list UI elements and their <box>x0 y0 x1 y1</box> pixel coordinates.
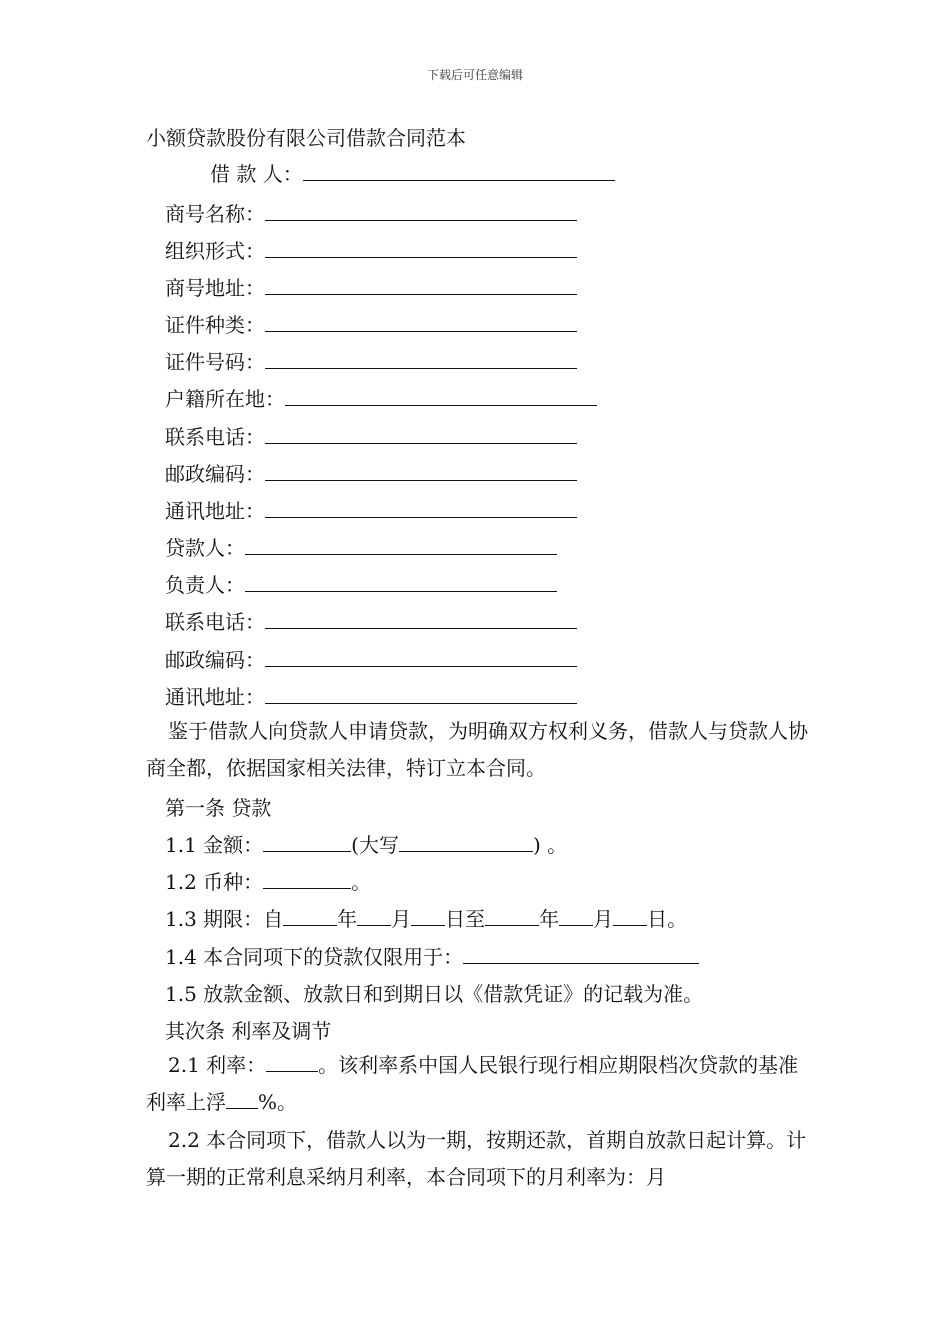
clause-text: 年 <box>337 907 358 931</box>
field-blank[interactable] <box>265 421 577 444</box>
field-row <box>165 198 577 227</box>
field-row <box>165 606 577 635</box>
field-row <box>165 309 577 338</box>
field-row <box>165 235 577 264</box>
field-row <box>165 644 577 673</box>
field-blank[interactable] <box>265 606 577 629</box>
field-row <box>165 272 577 301</box>
field-blank[interactable] <box>265 235 577 258</box>
field-label: 证件种类： <box>165 313 265 337</box>
field-blank[interactable] <box>265 644 577 667</box>
household-row <box>165 383 597 412</box>
household-label: 户籍所在地： <box>165 387 285 411</box>
article2-heading: 其次条 利率及调节 <box>165 1019 332 1043</box>
clause-2-1 <box>146 1047 816 1121</box>
field-label: 组织形式： <box>165 239 265 263</box>
borrower-label: 借 款 人： <box>210 162 303 186</box>
end-day-blank[interactable] <box>613 905 647 926</box>
clause-text: 1.3 期限：自 <box>165 907 284 931</box>
start-month-blank[interactable] <box>357 905 391 926</box>
field-row <box>165 421 577 450</box>
amount-words-blank[interactable] <box>399 831 533 852</box>
household-blank[interactable] <box>285 383 597 406</box>
clause-text: 1.1 金额： <box>165 833 264 857</box>
document-title: 小额贷款股份有限公司借款合同范本 <box>146 126 466 150</box>
clause-text: ) 。 <box>532 833 568 857</box>
purpose-blank[interactable] <box>463 943 699 964</box>
responsible-label: 负责人： <box>165 573 245 597</box>
clause-text: %。 <box>258 1090 298 1114</box>
field-blank[interactable] <box>265 272 577 295</box>
field-label: 联系电话： <box>165 425 265 449</box>
field-label: 邮政编码： <box>165 648 265 672</box>
rate-blank[interactable] <box>266 1051 318 1072</box>
clause-1-4 <box>165 941 699 970</box>
article1-heading: 第一条 贷款 <box>165 796 272 820</box>
field-blank[interactable] <box>265 495 577 518</box>
end-month-blank[interactable] <box>559 905 593 926</box>
field-label: 证件号码： <box>165 350 265 374</box>
page-header: 下载后可任意编辑 <box>426 68 523 82</box>
field-blank[interactable] <box>265 681 577 704</box>
field-label: 商号地址： <box>165 276 265 300</box>
clause-text: 2.1 利率： <box>168 1053 267 1077</box>
field-label: 联系电话： <box>165 610 265 634</box>
amount-blank[interactable] <box>263 831 351 852</box>
field-row <box>165 458 577 487</box>
field-label: 通讯地址： <box>165 685 265 709</box>
clause-2-2: 2.2 本合同项下，借款人以为一期，按期还款，首期自放款日起计算。计算一期的正常利息采纳月利率，本合同项下的月利率为：月 <box>146 1128 807 1189</box>
field-label: 商号名称： <box>165 202 265 226</box>
field-row <box>165 495 577 524</box>
clause-text: 。该利率系中国人民银行现行相应期限档次贷款的基准利率上浮 <box>146 1053 799 1114</box>
currency-blank[interactable] <box>263 868 351 889</box>
clause-text: 月 <box>391 907 412 931</box>
responsible-blank[interactable] <box>245 569 557 592</box>
clause-text: 年 <box>539 907 560 931</box>
field-row <box>165 346 577 375</box>
clause-text: 日。 <box>647 907 688 931</box>
field-row <box>165 681 577 710</box>
field-blank[interactable] <box>265 198 577 221</box>
lender-row <box>165 532 557 561</box>
float-blank[interactable] <box>226 1088 258 1109</box>
field-blank[interactable] <box>265 458 577 481</box>
intro-paragraph: 鉴于借款人向贷款人申请贷款，为明确双方权利义务，借款人与贷款人协商全都，依据国家相关法律，特订立本合同。 <box>146 719 808 780</box>
lender-label: 贷款人： <box>165 536 245 560</box>
clause-text: 1.4 本合同项下的贷款仅限用于： <box>165 945 464 969</box>
borrower-blank[interactable] <box>303 158 615 181</box>
clause-1-3 <box>165 903 687 932</box>
clause-text: (大写 <box>351 833 399 857</box>
start-day-blank[interactable] <box>411 905 445 926</box>
clause-text: 1.2 币种： <box>165 870 264 894</box>
clause-1-2 <box>165 866 371 895</box>
start-year-blank[interactable] <box>283 905 337 926</box>
responsible-row <box>165 569 557 598</box>
clause-text: 日至 <box>445 907 486 931</box>
clause-1-1 <box>165 829 567 858</box>
clause-1-5: 1.5 放款金额、放款日和到期日以《借款凭证》的记载为准。 <box>165 982 704 1006</box>
borrower-row <box>210 158 615 187</box>
field-blank[interactable] <box>265 346 577 369</box>
end-year-blank[interactable] <box>485 905 539 926</box>
field-label: 通讯地址： <box>165 499 265 523</box>
field-blank[interactable] <box>265 309 577 332</box>
lender-blank[interactable] <box>245 532 557 555</box>
clause-text: 月 <box>593 907 614 931</box>
field-label: 邮政编码： <box>165 462 265 486</box>
clause-text: 。 <box>351 870 372 894</box>
